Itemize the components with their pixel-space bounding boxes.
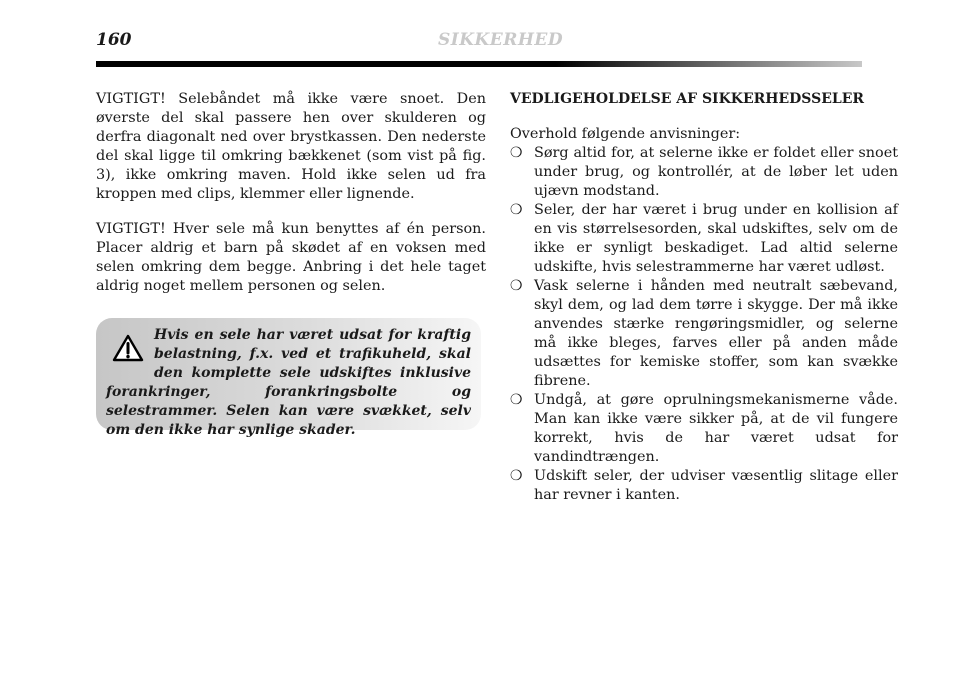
bullet-circle-icon: ❍ [510,392,523,408]
page-number: 160 [96,30,132,50]
right-column [510,90,898,505]
important-note-twist: VIGTIGT! Selebåndet må ikke være snoet. Den øverste del skal passere hen over skulderen og derfra diagonalt ned over brystkassen. Den nederste del skal ligge til omkring bækkenet (som vist på fig. 3), ikke omkring maven. Hold ikke selen ud fra kroppen med clips, klemmer eller lignende. [96,91,486,202]
list-item-text: Udskift seler, der udviser væsentlig slitage eller har revner i kanten. [534,468,898,503]
list-item [510,201,898,277]
list-item-text: Seler, der har været i brug under en kollision af en vis størrelsesorden, skal udskiftes, selv om de ikke er synligt beskadiget. Lad altid selerne udskifte, hvis selestrammerne har været udløst. [534,202,898,275]
section-title: SIKKERHED [438,30,564,50]
list-item-text: Sørg altid for, at selerne ikke er foldet eller snoet under brug, og kontrollér, at de løber let uden ujævn modstand. [534,145,898,199]
list-item-text: Undgå, at gøre oprulningsmekanismerne våde. Man kan ikke være sikker på, at de vil fungere korrekt, hvis de har været udsat for vandindtrængen. [534,392,898,465]
left-column [96,90,486,312]
header-rule [96,61,862,67]
warning-box [96,318,481,438]
warning-text: Hvis en sele har været udsat for kraftig belastning, f.x. ved et trafikuheld, skal den komplette sele udskiftes inklusive forankringer, forankringsbolte og selestrammer. Selen kan være svækket, selv om den ikke har synlige skader. [106,327,471,438]
bullet-circle-icon: ❍ [510,278,523,294]
list-item [510,144,898,201]
bullet-circle-icon: ❍ [510,468,523,484]
maintenance-list [510,144,898,505]
bullet-circle-icon: ❍ [510,202,523,218]
list-item-text: Vask selerne i hånden med neutralt sæbevand, skyl dem, og lad dem tørre i skygge. Der må ikke anvendes stærke rengøringsmidler, og selerne må ikke bleges, farves eller på anden måde udsættes for kemiske stoffer, som kan svække fibrene. [534,278,898,389]
list-item [510,467,898,505]
maintenance-heading: VEDLIGEHOLDELSE AF SIKKERHEDSSELER [510,91,865,107]
list-item [510,391,898,467]
bullet-circle-icon: ❍ [510,145,523,161]
important-note-one-person: VIGTIGT! Hver sele må kun benyttes af én person. Placer aldrig et barn på skødet af en voksen med selen omkring dem begge. Anbring i det hele taget aldrig noget mellem personen og selen. [96,221,486,294]
list-item [510,277,898,391]
maintenance-intro: Overhold følgende anvisninger: [510,126,741,142]
